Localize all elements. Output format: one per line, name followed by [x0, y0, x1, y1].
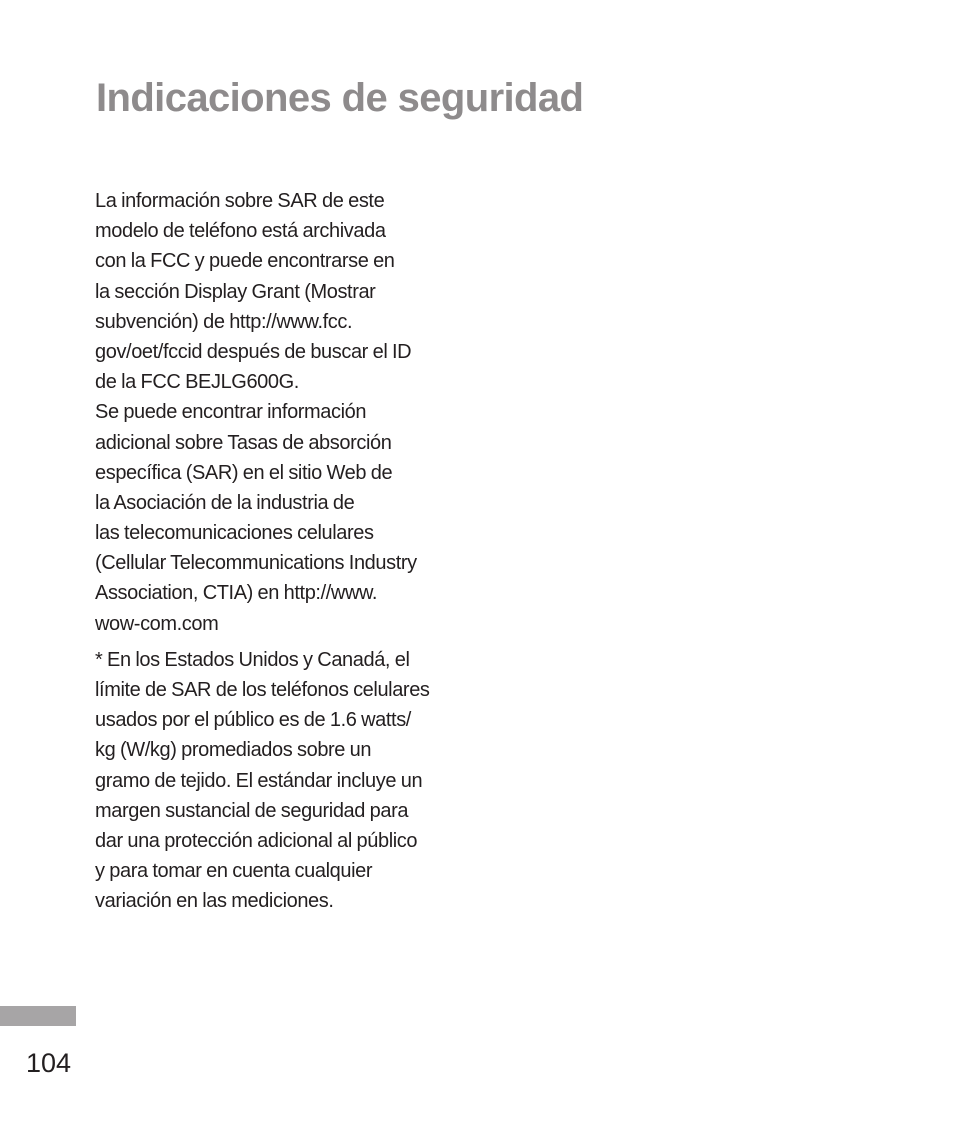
text-line: específica (SAR) en el sitio Web de [95, 461, 393, 484]
text-line: gov/oet/fccid después de buscar el ID [95, 340, 412, 363]
text-line: la Asociación de la industria de [95, 491, 355, 514]
page-title: Indicaciones de seguridad [96, 76, 584, 120]
text-line: límite de SAR de los teléfonos celulares [95, 679, 430, 701]
sar-info-paragraph [95, 186, 475, 639]
text-line: modelo de teléfono está archivada [95, 220, 386, 243]
text-line: con la FCC y puede encontrarse en [95, 250, 395, 273]
body-text [95, 186, 475, 917]
text-line: margen sustancial de seguridad para [95, 799, 409, 822]
text-line: La información sobre SAR de este [95, 190, 385, 212]
sar-limit-paragraph [95, 645, 475, 917]
text-line: dar una protección adicional al público [95, 829, 418, 852]
text-line: la sección Display Grant (Mostrar [95, 280, 376, 303]
text-line: adicional sobre Tasas de absorción [95, 431, 392, 454]
page-number: 104 [26, 1048, 72, 1078]
text-line: usados por el público es de 1.6 watts/ [95, 709, 411, 732]
text-line: Association, CTIA) en http://www. [95, 582, 378, 605]
text-line: wow-com.com [95, 612, 219, 635]
text-line: * En los Estados Unidos y Canadá, el [95, 648, 410, 671]
text-line: kg (W/kg) promediados sobre un [95, 739, 372, 762]
footer-tab-bar [0, 1006, 76, 1026]
text-line: variación en las mediciones. [95, 890, 334, 913]
text-line: de la FCC BEJLG600G. [95, 371, 299, 394]
text-line: y para tomar en cuenta cualquier [95, 860, 373, 883]
text-line: las telecomunicaciones celulares [95, 522, 374, 545]
text-line: subvención) de http://www.fcc. [95, 310, 353, 333]
text-line: gramo de tejido. El estándar incluye un [95, 769, 423, 792]
text-line: Se puede encontrar información [95, 401, 367, 424]
text-line: (Cellular Telecommunications Industry [95, 552, 417, 575]
